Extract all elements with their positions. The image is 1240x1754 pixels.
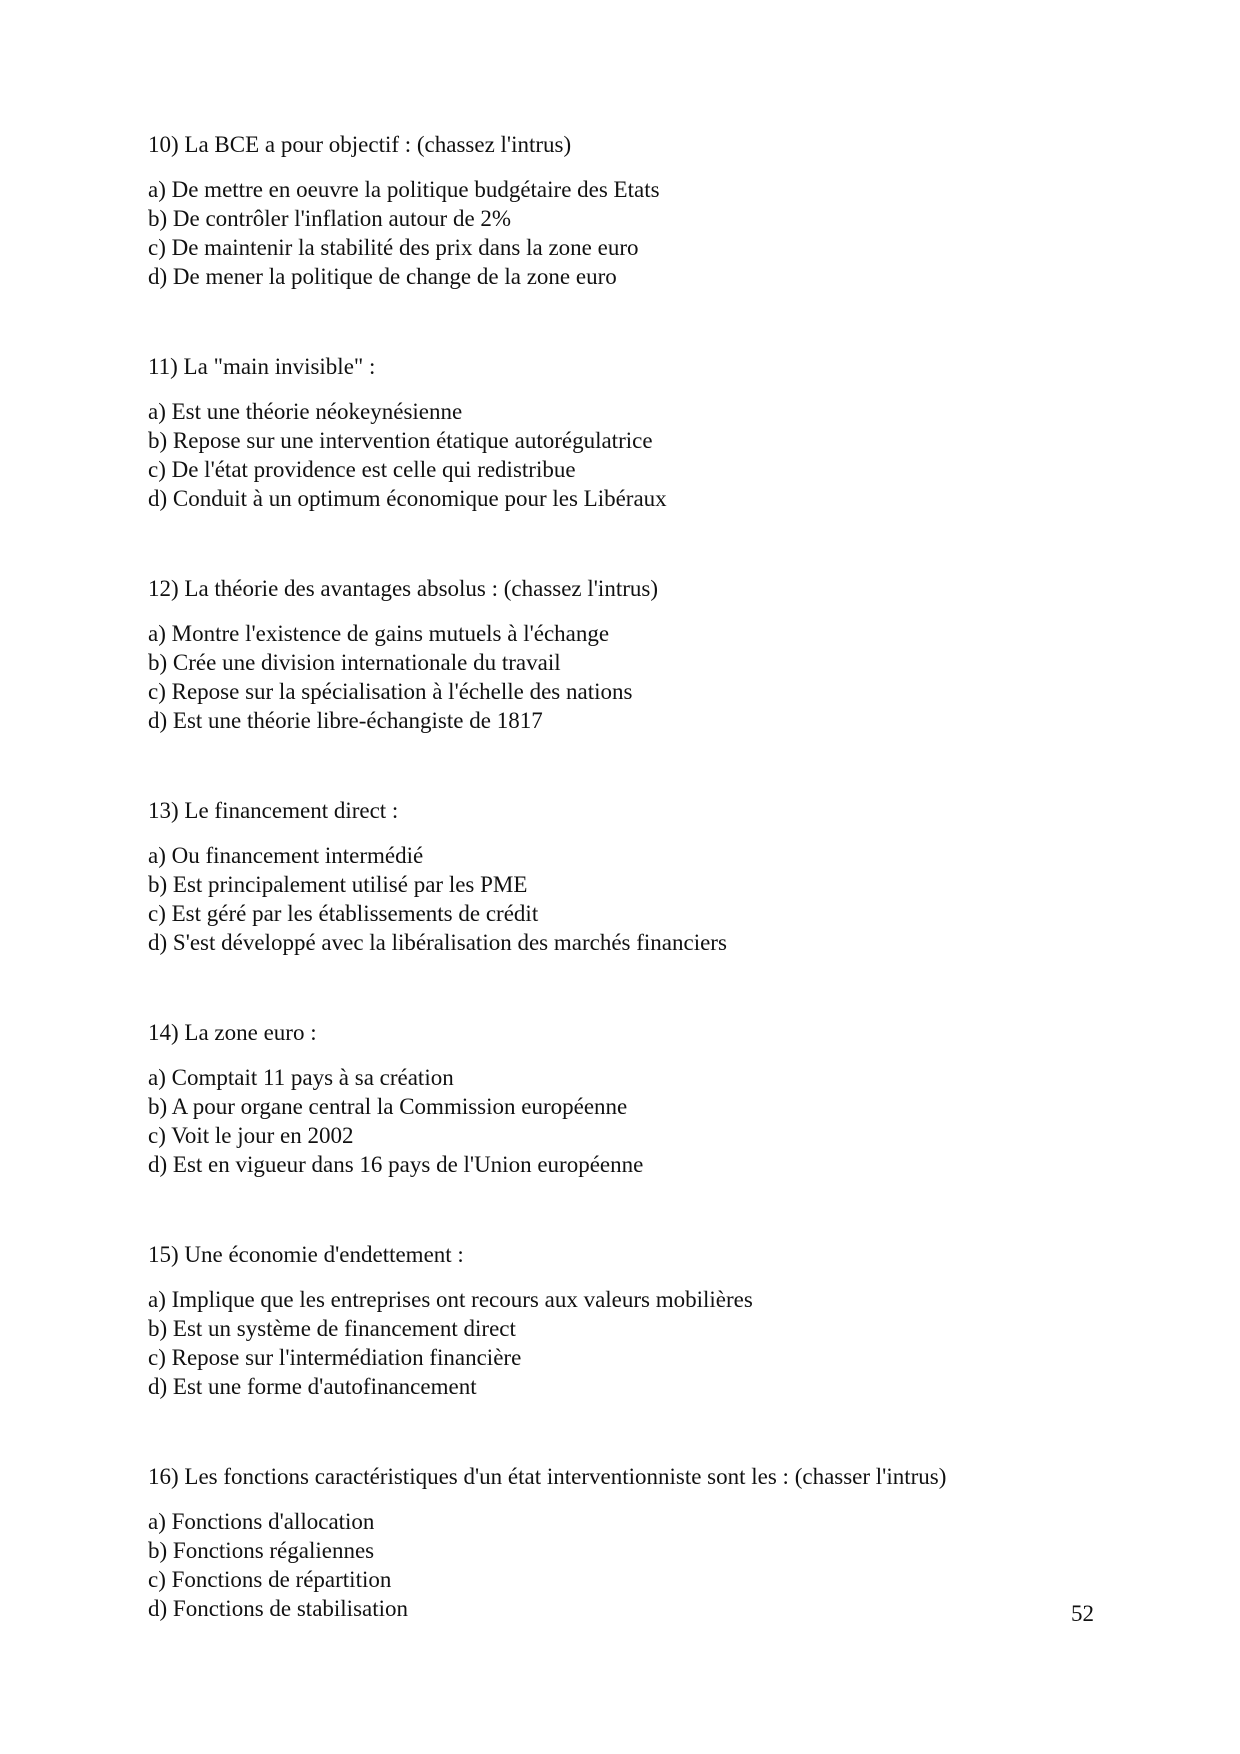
answer-c: c) De maintenir la stabilité des prix dans la zone euro [148, 235, 639, 260]
answer-b: b) Fonctions régaliennes [148, 1538, 375, 1563]
answer-b: b) De contrôler l'inflation autour de 2% [148, 206, 512, 231]
question-11 [148, 352, 1108, 513]
question-12 [148, 574, 1108, 735]
answer-c: c) Voit le jour en 2002 [148, 1123, 354, 1148]
answer-c: c) Est géré par les établissements de crédit [148, 901, 539, 926]
answer-list [148, 1507, 1108, 1623]
question-title: 10) La BCE a pour objectif : (chassez l'intrus) [148, 132, 572, 157]
answer-list [148, 619, 1108, 735]
answer-c: c) Fonctions de répartition [148, 1567, 392, 1592]
answer-d: d) S'est développé avec la libéralisation des marchés financiers [148, 930, 727, 955]
answer-list [148, 397, 1108, 513]
question-16 [148, 1462, 1108, 1623]
question-13 [148, 796, 1108, 957]
answer-a: a) Montre l'existence de gains mutuels à l'échange [148, 621, 610, 646]
answer-c: c) Repose sur l'intermédiation financière [148, 1345, 522, 1370]
question-15 [148, 1240, 1108, 1401]
question-title: 15) Une économie d'endettement : [148, 1242, 464, 1267]
answer-a: a) Fonctions d'allocation [148, 1509, 375, 1534]
question-title: 11) La "main invisible" : [148, 354, 376, 379]
question-14 [148, 1018, 1108, 1179]
question-title: 16) Les fonctions caractéristiques d'un état interventionniste sont les : (chasser l'intrus) [148, 1464, 947, 1489]
answer-d: d) Conduit à un optimum économique pour les Libéraux [148, 486, 667, 511]
answer-b: b) Est un système de financement direct [148, 1316, 516, 1341]
answer-a: a) Ou financement intermédié [148, 843, 424, 868]
answer-c: c) Repose sur la spécialisation à l'échelle des nations [148, 679, 633, 704]
answer-a: a) Est une théorie néokeynésienne [148, 399, 463, 424]
answer-list [148, 1063, 1108, 1179]
answer-d: d) Est une théorie libre-échangiste de 1817 [148, 708, 543, 733]
answer-d: d) Est une forme d'autofinancement [148, 1374, 477, 1399]
answer-list [148, 841, 1108, 957]
answer-d: d) Fonctions de stabilisation [148, 1596, 409, 1621]
question-title: 14) La zone euro : [148, 1020, 317, 1045]
answer-a: a) De mettre en oeuvre la politique budgétaire des Etats [148, 177, 660, 202]
answer-a: a) Comptait 11 pays à sa création [148, 1065, 454, 1090]
answer-b: b) Repose sur une intervention étatique autorégulatrice [148, 428, 653, 453]
answer-b: b) Crée une division internationale du travail [148, 650, 561, 675]
answer-b: b) Est principalement utilisé par les PME [148, 872, 528, 897]
answer-c: c) De l'état providence est celle qui redistribue [148, 457, 576, 482]
answer-b: b) A pour organe central la Commission européenne [148, 1094, 628, 1119]
question-10 [148, 130, 1108, 291]
answer-a: a) Implique que les entreprises ont recours aux valeurs mobilières [148, 1287, 753, 1312]
answer-list [148, 175, 1108, 291]
answer-d: d) Est en vigueur dans 16 pays de l'Union européenne [148, 1152, 644, 1177]
answer-list [148, 1285, 1108, 1401]
answer-d: d) De mener la politique de change de la zone euro [148, 264, 617, 289]
question-title: 12) La théorie des avantages absolus : (chassez l'intrus) [148, 576, 658, 601]
page-number: 52 [1071, 1601, 1094, 1626]
question-title: 13) Le financement direct : [148, 798, 399, 823]
